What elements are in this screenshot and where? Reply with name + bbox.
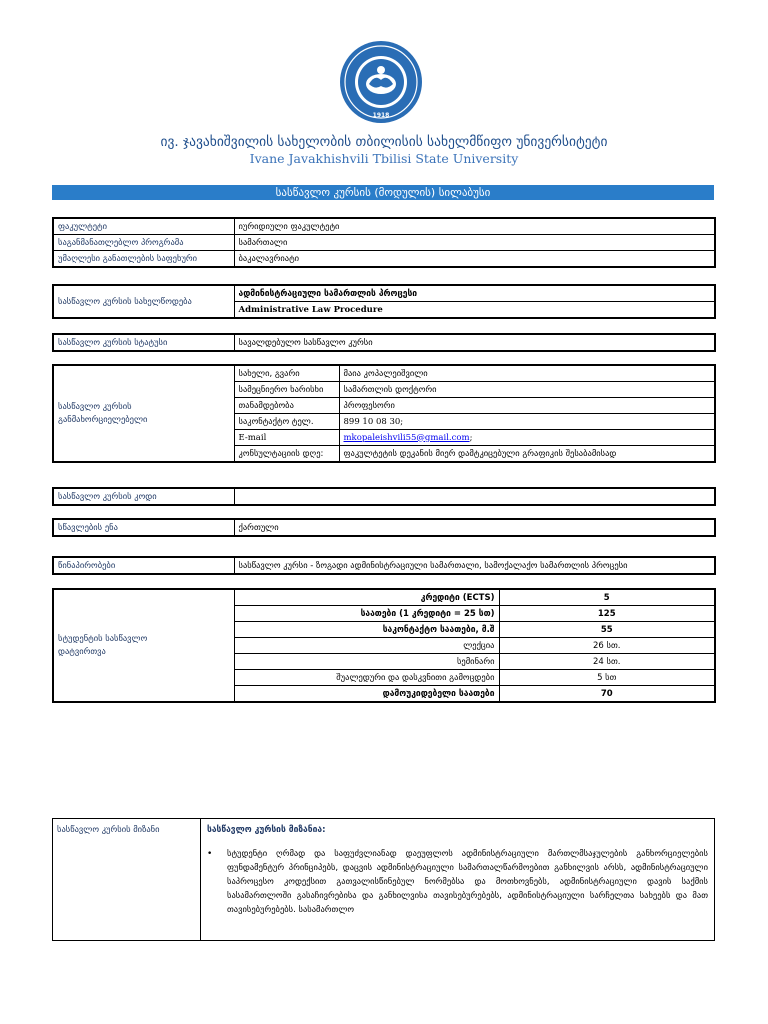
table-row [53, 488, 715, 505]
course-code-label: სასწავლო კურსის კოდი [53, 488, 234, 505]
workload-row-label: საათები (1 კრედიტი = 25 სთ) [234, 606, 499, 622]
seal-year: 1918 [372, 112, 390, 119]
workload-row-label: შუალედური და დასკვნითი გამოცდები [234, 670, 499, 686]
faculty-table [52, 217, 716, 268]
workload-row-label: კრედიტი (ECTS) [234, 589, 499, 606]
instructor-table [52, 364, 716, 463]
workload-row-label: დამოუკიდებელი საათები [234, 686, 499, 703]
workload-row-value: 26 სთ. [499, 638, 715, 654]
syllabus-title-banner: სასწავლო კურსის (მოდულის) სილაბუსი [52, 185, 714, 200]
status-value: სავალდებულო სასწავლო კურსი [234, 334, 715, 351]
faculty-label: ფაკულტეტი [53, 218, 234, 235]
course-code-value [234, 488, 715, 505]
table-row [53, 589, 715, 606]
status-table [52, 333, 716, 352]
phone-label: საკონტაქტო ტელ. [234, 414, 339, 430]
workload-row-value: 55 [499, 622, 715, 638]
workload-row-value: 5 სთ [499, 670, 715, 686]
position-value: პროფესორი [339, 398, 715, 414]
position-label: თანამდებობა [234, 398, 339, 414]
workload-row-value: 70 [499, 686, 715, 703]
course-goal-content [201, 819, 715, 941]
prerequisites-table [52, 556, 716, 575]
table-row [53, 557, 715, 574]
instructor-label [53, 365, 234, 462]
consult-value: ფაკულტეტის დეკანის მიერ დამტკიცებული გრაფიკის შესაბამისად [339, 446, 715, 463]
course-goal-table [52, 818, 715, 941]
university-seal-logo [339, 40, 423, 124]
program-label: საგანმანათლებლო პროგრამა [53, 235, 234, 251]
program-value: სამართალი [234, 235, 715, 251]
university-name-english: Ivane Javakhishvili Tbilisi State University [249, 151, 519, 166]
course-code-table [52, 487, 716, 506]
course-name-table [52, 284, 716, 319]
email-label: E-mail [234, 430, 339, 446]
table-row [53, 285, 715, 302]
table-row [53, 334, 715, 351]
status-label: სასწავლო კურსის სტატუსი [53, 334, 234, 351]
email-cell [339, 430, 715, 446]
prerequisites-value: სასწავლო კურსი - ზოგადი ადმინისტრაციული სამართალი, სამოქალაქო სამართლის პროცესი [234, 557, 715, 574]
workload-row-label: ლექცია [234, 638, 499, 654]
workload-row-value: 24 სთ. [499, 654, 715, 670]
faculty-value: იურიდიული ფაკულტეტი [234, 218, 715, 235]
table-row [53, 365, 715, 382]
workload-label-line2: დატვირთვა [58, 646, 106, 657]
workload-row-value: 5 [499, 589, 715, 606]
table-row [53, 819, 715, 941]
table-row [53, 251, 715, 268]
workload-table [52, 588, 716, 703]
table-row [53, 218, 715, 235]
course-goal-label: სასწავლო კურსის მიზანი [53, 819, 201, 941]
workload-row-label: სემინარი [234, 654, 499, 670]
table-row [53, 235, 715, 251]
name-label: სახელი, გვარი [234, 365, 339, 382]
table-row [53, 519, 715, 536]
course-name-english: Administrative Law Procedure [234, 302, 715, 319]
prerequisites-label: წინაპირობები [53, 557, 234, 574]
workload-label [53, 589, 234, 702]
university-name-georgian: ივ. ჯავახიშვილის სახელობის თბილისის სახელმწიფო უნივერსიტეტი [160, 134, 608, 150]
level-label: უმაღლესი განათლების საფეხური [53, 251, 234, 268]
list-item [207, 847, 708, 917]
course-name-georgian: ადმინისტრაციული სამართლის პროცესი [234, 285, 715, 302]
workload-row-value: 125 [499, 606, 715, 622]
workload-label-line1: სტუდენტის სასწავლო [58, 633, 148, 644]
name-value: მაია კოპალეიშვილი [339, 365, 715, 382]
course-goal-text: სტუდენტი ღრმად და საფუძვლიანად დაეუფლოს ადმინისტრაციული მართლმსაჯულების განხორციელების ფუნდამენტურ პრინციპებს, დაცვის ადმინისტრაციული სამართალწარმოებით განხილვის არსს, ადმინისტრაციული საპროცესო კოდექსით გათვალისწინებულ ნორმებსა და მოთხოვნებს, ადმინისტრაციული დავის საქმის სასამართლოში გასაჩივრებისა და განხილვისა თავისებურებებს, ადმინისტრაციული სარჩელთა სახეებს და მათ თავისებურებებს. სასამართლო [227, 849, 708, 915]
consult-label: კონსულტაციის დღე: [234, 446, 339, 463]
language-label: სწავლების ენა [53, 519, 234, 536]
email-link[interactable]: mkopaleishvili55@gmail.com [343, 432, 470, 443]
instructor-label-line2: განმახორციელებელი [58, 414, 148, 425]
course-name-label: სასწავლო კურსის სახელწოდება [53, 285, 234, 318]
workload-row-label: საკონტაქტო საათები, მ.შ [234, 622, 499, 638]
degree-label: სამეცნიერო ხარისხი [234, 382, 339, 398]
bullet-marker: • [207, 849, 213, 859]
instructor-label-line1: სასწავლო კურსის [58, 401, 132, 412]
phone-value: 899 10 08 30; [339, 414, 715, 430]
level-value: ბაკალავრიატი [234, 251, 715, 268]
language-table [52, 518, 716, 537]
course-goal-heading: სასწავლო კურსის მიზანია: [207, 825, 326, 835]
email-suffix: ; [469, 432, 473, 443]
language-value: ქართული [234, 519, 715, 536]
degree-value: სამართლის დოქტორი [339, 382, 715, 398]
